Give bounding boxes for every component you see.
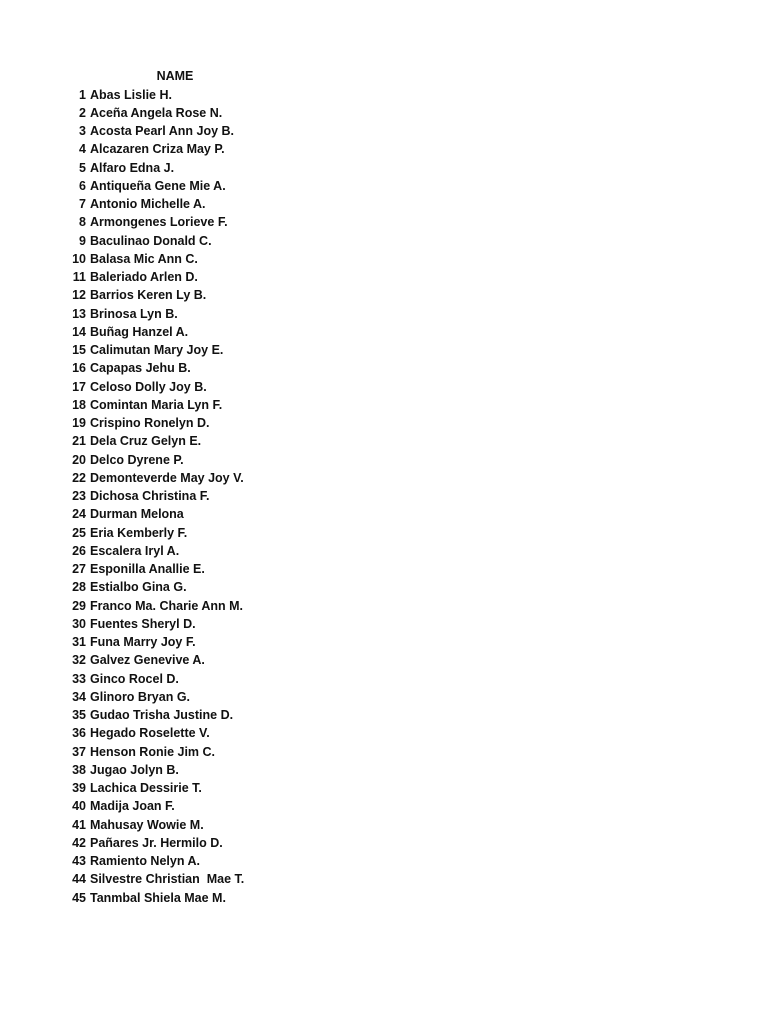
row-number: 22 <box>72 470 86 485</box>
row-number: 12 <box>72 288 86 303</box>
row-number: 10 <box>72 251 86 266</box>
row-number: 8 <box>79 215 86 230</box>
list-item <box>60 159 380 177</box>
row-name: Balasa Mic Ann C. <box>90 251 198 266</box>
row-number: 17 <box>72 379 86 394</box>
row-number: 7 <box>79 197 86 211</box>
row-number: 19 <box>72 416 86 430</box>
list-item <box>60 250 380 268</box>
row-number: 37 <box>72 744 86 759</box>
row-number: 28 <box>72 580 86 595</box>
row-name: Madija Joan F. <box>90 799 175 814</box>
list-item <box>60 286 380 304</box>
row-name: Fuentes Sheryl D. <box>90 616 196 631</box>
row-name: Galvez Genevive A. <box>90 653 205 668</box>
row-name: Franco Ma. Charie Ann M. <box>90 598 244 613</box>
row-name: Delco Dyrene P. <box>90 452 184 467</box>
row-number: 24 <box>72 507 86 522</box>
list-item <box>60 779 380 797</box>
list-item <box>60 323 380 341</box>
row-name: Antiqueña Gene Mie A. <box>90 178 226 193</box>
row-number: 39 <box>72 781 86 795</box>
list-item <box>60 213 380 231</box>
row-name: Jugao Jolyn B. <box>90 762 179 777</box>
row-number: 36 <box>72 726 86 741</box>
row-name: Antonio Michelle A. <box>90 197 206 211</box>
row-name: Baculinao Donald C. <box>90 233 212 248</box>
list-item <box>60 724 380 742</box>
list-item <box>60 359 380 377</box>
row-number: 23 <box>72 489 86 503</box>
list-item <box>60 670 380 688</box>
row-name: Aceña Angela Rose N. <box>90 105 223 120</box>
row-name: Hegado Roselette V. <box>90 726 210 741</box>
row-name: Abas Lislie H. <box>90 87 172 102</box>
list-item <box>60 505 380 523</box>
row-name: Funa Marry Joy F. <box>90 635 196 649</box>
row-name: Buñag Hanzel A. <box>90 324 189 339</box>
row-number: 34 <box>72 689 86 704</box>
row-number: 9 <box>79 233 86 248</box>
list-item <box>60 86 380 104</box>
row-number: 43 <box>72 854 86 868</box>
row-number: 2 <box>79 105 86 120</box>
row-name: Dichosa Christina F. <box>90 489 210 503</box>
list-item <box>60 706 380 724</box>
row-number: 27 <box>72 562 86 576</box>
row-name: Comintan Maria Lyn F. <box>90 397 223 412</box>
row-number: 38 <box>72 762 86 777</box>
list-item <box>60 852 380 870</box>
list-item <box>60 104 380 122</box>
row-number: 20 <box>72 452 86 467</box>
row-number: 30 <box>72 616 86 631</box>
list-item <box>60 341 380 359</box>
list-item <box>60 487 380 505</box>
row-name: Barrios Keren Ly B. <box>90 288 207 303</box>
row-number: 26 <box>72 543 86 558</box>
row-number: 40 <box>72 799 86 814</box>
list-item <box>60 378 380 396</box>
row-number: 4 <box>79 142 86 157</box>
row-number: 29 <box>72 598 86 613</box>
row-name: Brinosa Lyn B. <box>90 306 178 321</box>
row-name: Mahusay Wowie M. <box>90 817 204 832</box>
row-name: Ginco Rocel D. <box>90 671 179 686</box>
row-number: 11 <box>72 270 86 284</box>
list-item <box>60 633 380 651</box>
list-item <box>60 615 380 633</box>
list-item <box>60 524 380 542</box>
list-item <box>60 651 380 669</box>
row-number: 41 <box>72 817 86 832</box>
row-number: 15 <box>72 343 86 357</box>
list-item <box>60 578 380 596</box>
row-name: Estialbo Gina G. <box>90 580 187 595</box>
row-name: Alcazaren Criza May P. <box>90 142 225 157</box>
list-item <box>60 140 380 158</box>
row-number: 44 <box>72 872 86 887</box>
row-name: Calimutan Mary Joy E. <box>90 343 224 357</box>
list-item <box>60 797 380 815</box>
row-name: Crispino Ronelyn D. <box>90 416 210 430</box>
list-item <box>60 396 380 414</box>
list-item <box>60 122 380 140</box>
row-name: Silvestre Christian Mae T. <box>90 872 245 887</box>
list-item <box>60 889 380 907</box>
list-item <box>60 414 380 432</box>
row-name: Gudao Trisha Justine D. <box>90 708 234 722</box>
row-name: Acosta Pearl Ann Joy B. <box>90 124 235 138</box>
row-number: 18 <box>72 397 86 412</box>
row-number: 1 <box>79 87 86 102</box>
row-name: Henson Ronie Jim C. <box>90 744 216 759</box>
list-item <box>60 743 380 761</box>
list-item <box>60 268 380 286</box>
row-name: Capapas Jehu B. <box>90 361 191 376</box>
row-name: Eria Kemberly F. <box>90 525 188 540</box>
row-name: Dela Cruz Gelyn E. <box>90 434 202 449</box>
list-item <box>60 870 380 888</box>
row-number: 25 <box>72 525 86 540</box>
list-item <box>60 560 380 578</box>
row-name: Durman Melona <box>90 507 184 522</box>
row-name: Escalera Iryl A. <box>90 543 180 558</box>
row-name: Ramiento Nelyn A. <box>90 854 200 868</box>
row-number: 45 <box>72 890 86 905</box>
row-number: 16 <box>72 361 86 376</box>
list-item <box>60 232 380 250</box>
list-item <box>60 834 380 852</box>
row-number: 33 <box>72 671 86 686</box>
list-item <box>60 177 380 195</box>
row-name: Alfaro Edna J. <box>90 160 175 175</box>
row-number: 21 <box>72 434 86 449</box>
row-number: 35 <box>72 708 86 722</box>
list-item <box>60 305 380 323</box>
list-item <box>60 816 380 834</box>
list-item <box>60 761 380 779</box>
list-item <box>60 195 380 213</box>
row-name: Baleriado Arlen D. <box>90 270 198 284</box>
row-number: 6 <box>79 178 86 193</box>
row-number: 3 <box>79 124 86 138</box>
row-name: Celoso Dolly Joy B. <box>90 379 207 394</box>
row-number: 13 <box>72 306 86 321</box>
list-item <box>60 469 380 487</box>
row-number: 14 <box>72 324 86 339</box>
row-name: Demonteverde May Joy V. <box>90 470 244 485</box>
list-item <box>60 451 380 469</box>
row-number: 42 <box>72 835 86 850</box>
row-name: Glinoro Bryan G. <box>90 689 191 704</box>
row-number: 31 <box>72 635 86 649</box>
row-name: Armongenes Lorieve F. <box>90 215 228 230</box>
name-rows <box>60 86 380 907</box>
row-name: Tanmbal Shiela Mae M. <box>90 890 226 905</box>
list-item <box>60 688 380 706</box>
row-name: Pañares Jr. Hermilo D. <box>90 835 223 850</box>
list-item <box>60 542 380 560</box>
row-name: Lachica Dessirie T. <box>90 781 202 795</box>
row-name: Esponilla Anallie E. <box>90 562 205 576</box>
list-item <box>60 597 380 615</box>
row-number: 32 <box>72 653 86 668</box>
list-item <box>60 432 380 450</box>
column-header-name: NAME <box>156 69 194 83</box>
row-number: 5 <box>79 160 86 175</box>
